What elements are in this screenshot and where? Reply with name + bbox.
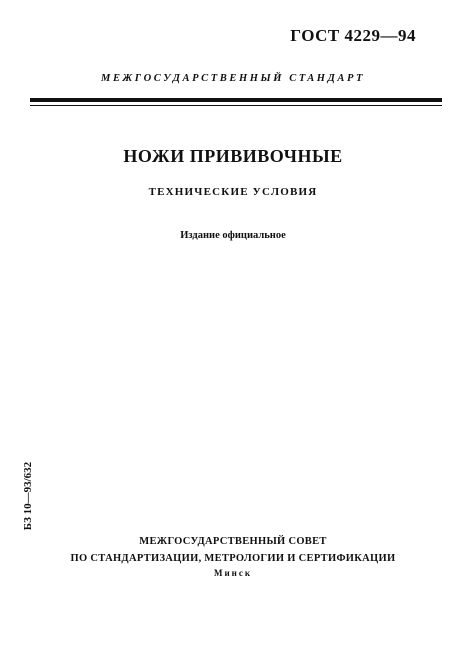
header-divider-thick (30, 98, 442, 102)
edition-label: Издание официальное (180, 230, 286, 241)
side-code: БЗ 10—93/632 (22, 461, 34, 531)
publisher-block (0, 533, 466, 567)
publisher-line-2: ПО СТАНДАРТИЗАЦИИ, МЕТРОЛОГИИ И СЕРТИФИКАЦИИ (70, 553, 396, 564)
publication-city: Минск (213, 568, 253, 578)
standard-type-heading: МЕЖГОСУДАРСТВЕННЫЙ СТАНДАРТ (101, 73, 365, 84)
document-subtitle: ТЕХНИЧЕСКИЕ УСЛОВИЯ (148, 186, 318, 198)
publisher-line-1: МЕЖГОСУДАРСТВЕННЫЙ СОВЕТ (139, 536, 327, 547)
document-title: НОЖИ ПРИВИВОЧНЫЕ (123, 146, 343, 166)
header-divider-thin (30, 105, 442, 106)
document-number: ГОСТ 4229—94 (290, 26, 416, 45)
